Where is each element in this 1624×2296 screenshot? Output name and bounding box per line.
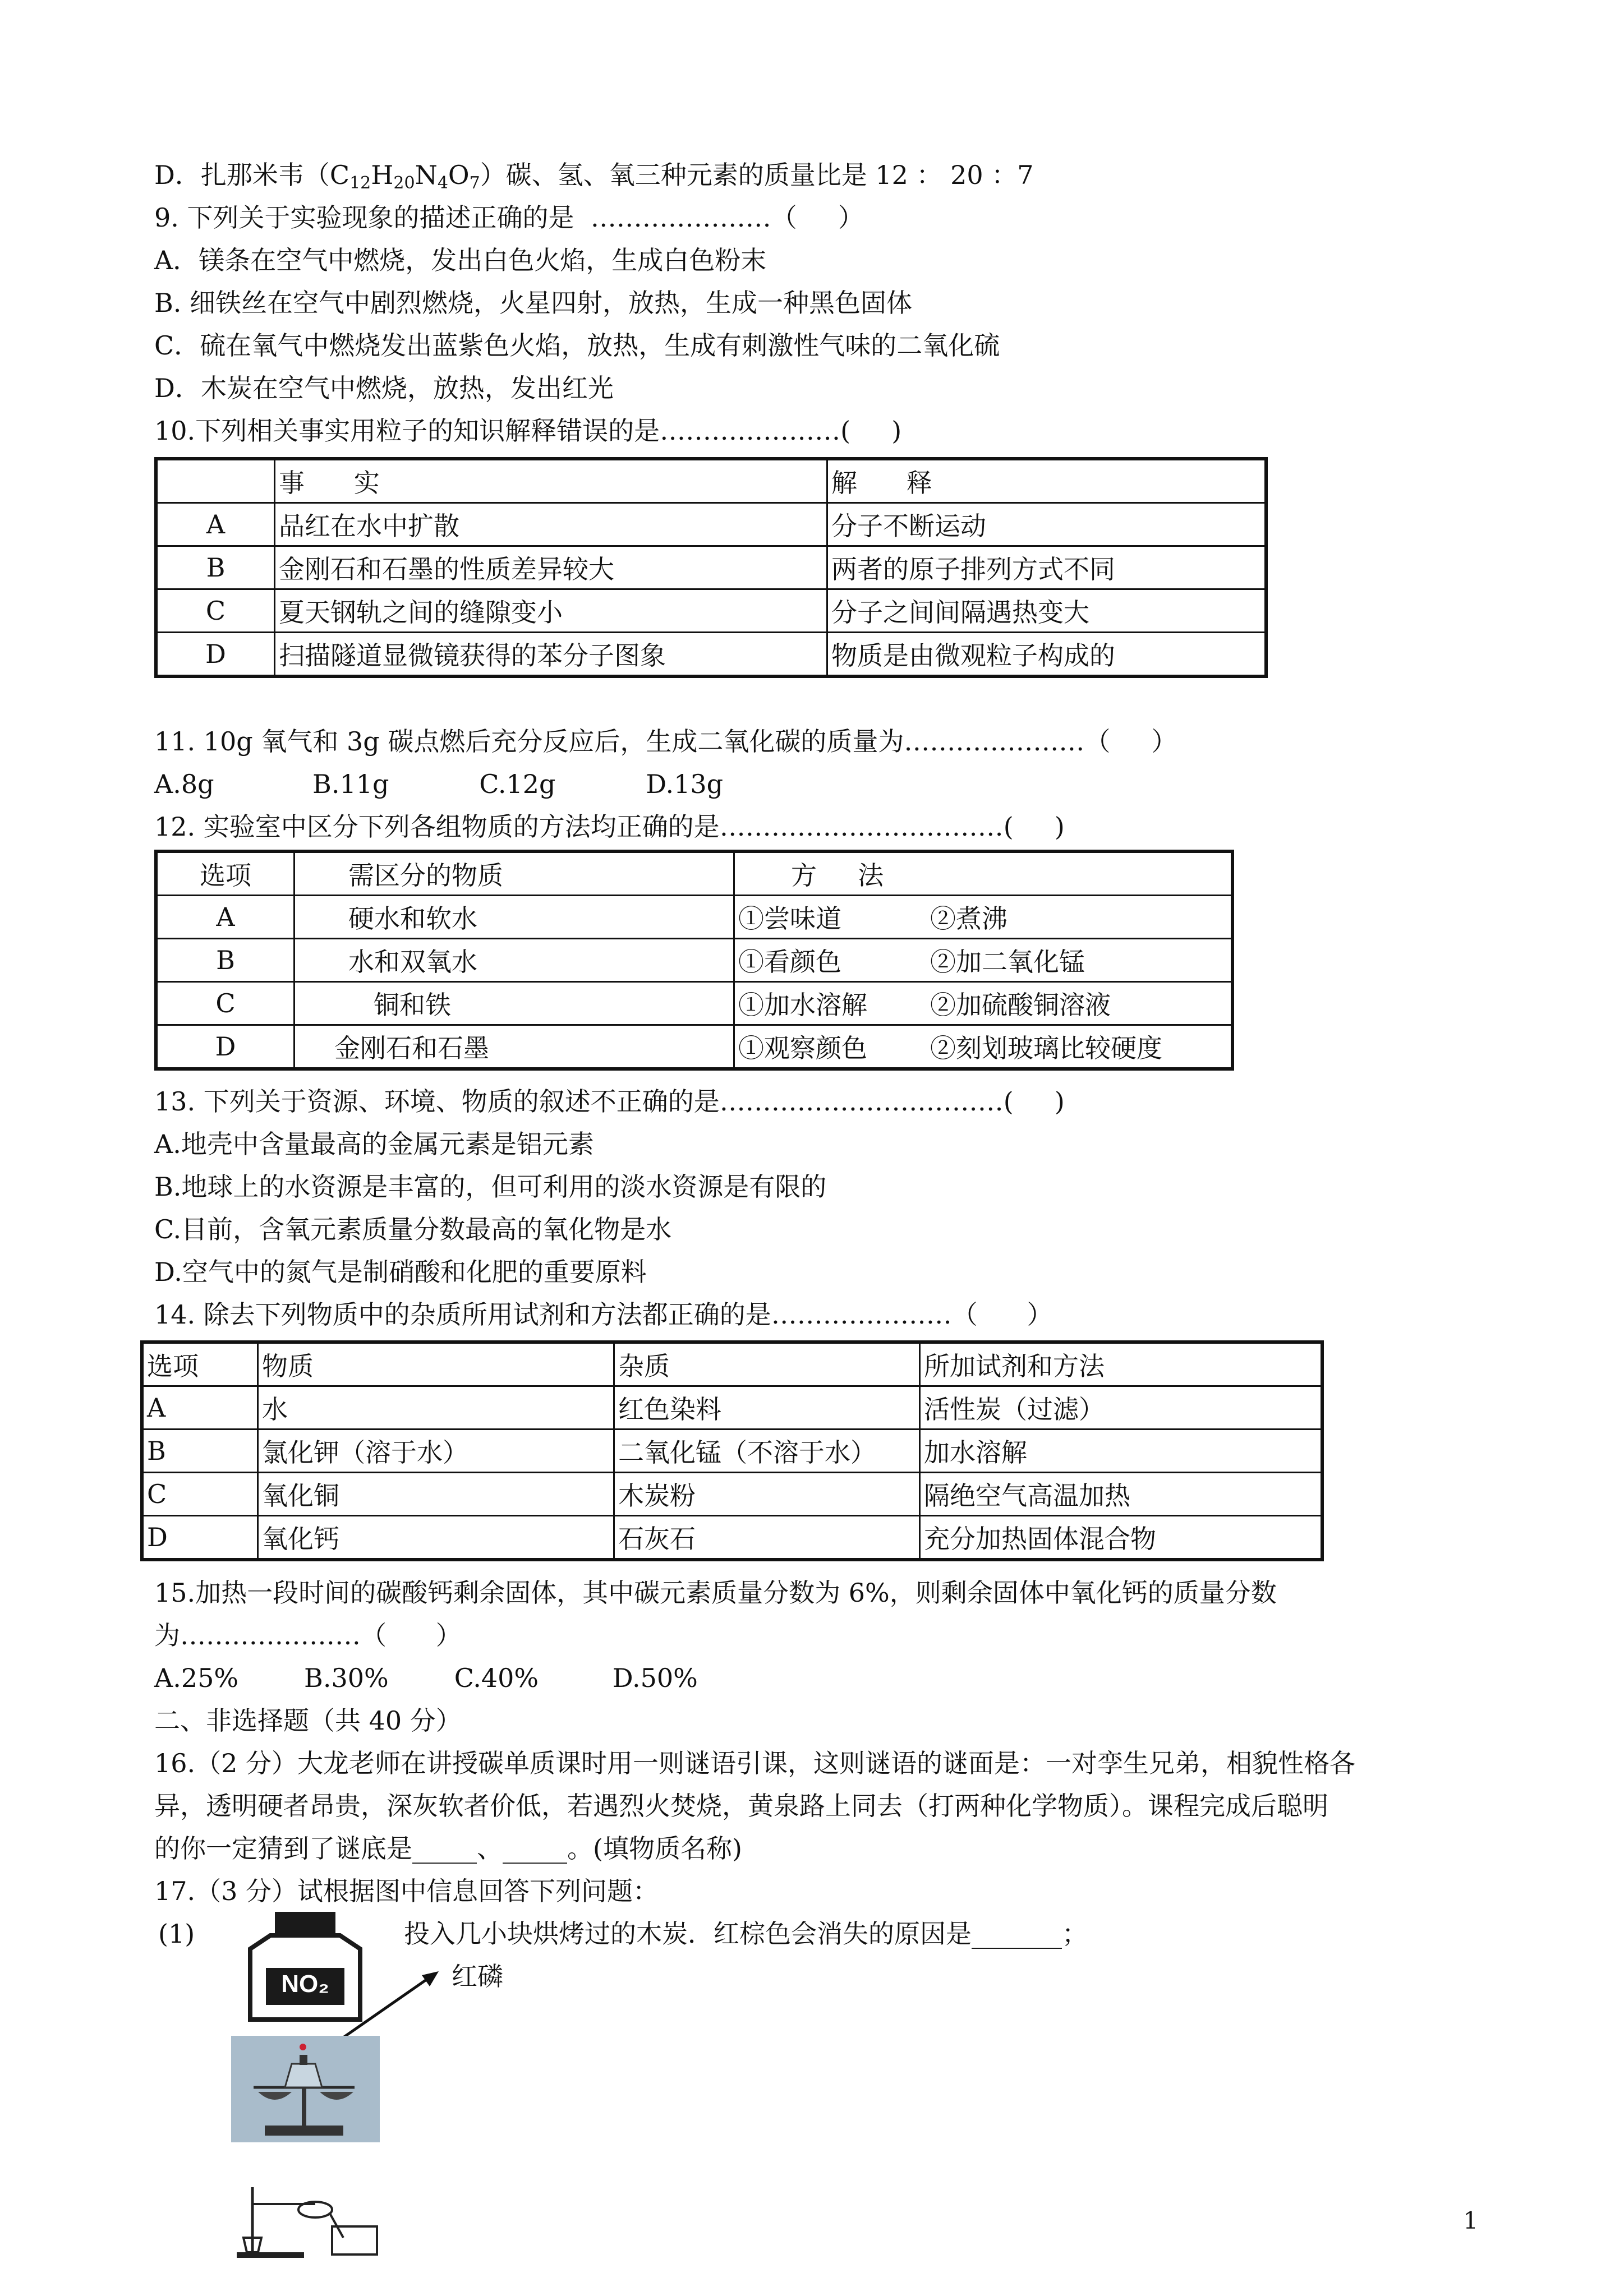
table-cell: D [142, 1516, 258, 1560]
table-cell: 加水溶解 [920, 1430, 1323, 1473]
text-frag: ）碳、氢、氧三种元素的质量比是 12 ： 20 ：7 [480, 160, 1034, 190]
table-cell: 硬水和软水 [295, 896, 734, 939]
table-cell: D [156, 1025, 295, 1069]
table-cell: ②煮沸 [927, 896, 1232, 939]
apparatus-icon [231, 2182, 383, 2260]
table-row [142, 1473, 1322, 1516]
table-cell: 选项 [142, 1342, 258, 1386]
table-header-row [142, 1342, 1322, 1386]
table-cell: C [142, 1473, 258, 1516]
subscript: 12 [349, 173, 371, 193]
table-cell: B [142, 1430, 258, 1473]
q15-options: A.25% B.30% C.40% D.50% [154, 1663, 698, 1693]
q14-table [140, 1340, 1324, 1561]
table-header-row [156, 851, 1232, 896]
q15-stem-line2: 为…………………（ ） [154, 1620, 462, 1650]
q15-stem-line1: 15.加热一段时间的碳酸钙剩余固体，其中碳元素质量分数为 6%，则剩余固体中氧化钙的质量分数 [154, 1578, 1277, 1608]
table-row [156, 1025, 1232, 1069]
table-cell: 品红在水中扩散 [275, 503, 827, 546]
table-row [156, 896, 1232, 939]
table-cell: 选项 [156, 851, 295, 896]
table-row [142, 1516, 1322, 1560]
table-cell: 红色染料 [614, 1386, 920, 1430]
balance-icon [231, 2036, 380, 2142]
table-header-row [156, 459, 1266, 503]
q16-line3: 的你一定猜到了谜底是_____、_____。(填物质名称) [154, 1833, 742, 1864]
text-frag: N [415, 160, 438, 190]
table-cell: 隔绝空气高温加热 [920, 1473, 1323, 1516]
q12-table [154, 850, 1234, 1071]
q12-stem: 12. 实验室中区分下列各组物质的方法均正确的是……………………………( ) [154, 812, 1065, 842]
text-frag: D．扎那米韦（C [154, 160, 350, 190]
q9-option-c: C．硫在氧气中燃烧发出蓝紫色火焰，放热，生成有刺激性气味的二氧化硫 [154, 330, 1000, 361]
table-cell: 氧化钙 [258, 1516, 614, 1560]
q9-option-a: A．镁条在空气中燃烧，发出白色火焰，生成白色粉末 [154, 245, 767, 275]
table-row [156, 633, 1266, 677]
text-frag: O [448, 160, 470, 190]
table-row [142, 1430, 1322, 1473]
table-cell: 水和双氧水 [295, 939, 734, 982]
q17-sub1-number: (1) [158, 1919, 195, 1949]
table-cell: 解 释 [827, 459, 1267, 503]
q13-stem: 13. 下列关于资源、环境、物质的叙述不正确的是……………………………( ) [154, 1086, 1065, 1117]
q14-stem: 14. 除去下列物质中的杂质所用试剂和方法都正确的是…………………（ ） [154, 1299, 1053, 1330]
q17-sub1-text: 投入几小块烘烤过的木炭．红棕色会消失的原因是_______； [404, 1919, 1088, 1949]
q13-option-a: A.地壳中含量最高的金属元素是铝元素 [154, 1129, 594, 1159]
table-cell: 物质是由微观粒子构成的 [827, 633, 1267, 677]
table-cell: A [156, 896, 295, 939]
table-row [156, 546, 1266, 589]
table-row [156, 982, 1232, 1025]
table-cell: 分子不断运动 [827, 503, 1267, 546]
table-cell: 氯化钾（溶于水） [258, 1430, 614, 1473]
q13-option-c: C.目前，含氧元素质量分数最高的氧化物是水 [154, 1214, 672, 1244]
table-cell: 二氧化锰（不溶于水） [614, 1430, 920, 1473]
table-cell: ②加硫酸铜溶液 [927, 982, 1232, 1025]
q13-option-d: D.空气中的氮气是制硝酸和化肥的重要原料 [154, 1257, 647, 1287]
table-cell: ②加二氧化锰 [927, 939, 1232, 982]
table-cell: ①看颜色 [734, 939, 927, 982]
table-cell: 活性炭（过滤） [920, 1386, 1323, 1430]
table-cell: B [156, 546, 275, 589]
table-cell: A [156, 503, 275, 546]
table-cell: 两者的原子排列方式不同 [827, 546, 1267, 589]
q16-line1: 16.（2 分）大龙老师在讲授碳单质课时用一则谜语引课，这则谜语的谜面是：一对孪生兄弟，相貌性格各 [154, 1748, 1356, 1778]
table-cell: 充分加热固体混合物 [920, 1516, 1323, 1560]
q13-option-b: B.地球上的水资源是丰富的，但可利用的淡水资源是有限的 [154, 1172, 827, 1202]
q11-stem: 11. 10g 氧气和 3g 碳点燃后充分反应后，生成二氧化碳的质量为…………………（ ） [154, 726, 1177, 757]
q9-stem: 9. 下列关于实验现象的描述正确的是 …………………（ ） [154, 202, 864, 233]
balance-experiment-figure [231, 2036, 380, 2142]
section-title: 二、非选择题（共 40 分） [154, 1705, 462, 1736]
table-cell: 扫描隧道显微镜获得的苯分子图象 [275, 633, 827, 677]
q9-option-d: D．木炭在空气中燃烧，放热，发出红光 [154, 373, 614, 403]
table-cell: 水 [258, 1386, 614, 1430]
table-cell: 杂质 [614, 1342, 920, 1386]
table-cell: 分子之间间隔遇热变大 [827, 589, 1267, 633]
table-cell: C [156, 589, 275, 633]
table-cell: 方 法 [734, 851, 1233, 896]
table-cell: ②刻划玻璃比较硬度 [927, 1025, 1232, 1069]
q17-stem: 17.（3 分）试根据图中信息回答下列问题： [154, 1876, 659, 1906]
table-cell: A [142, 1386, 258, 1430]
table-cell: 石灰石 [614, 1516, 920, 1560]
table-cell: ①加水溶解 [734, 982, 927, 1025]
table-cell: 夏天钢轨之间的缝隙变小 [275, 589, 827, 633]
table-row [142, 1386, 1322, 1430]
red-phosphorus-label: 红磷 [452, 1961, 503, 1991]
table-cell: 需区分的物质 [295, 851, 734, 896]
subscript: 4 [437, 173, 448, 193]
table-cell: 金刚石和石墨的性质差异较大 [275, 546, 827, 589]
page-number: 1 [1463, 2207, 1478, 2234]
q9-option-b: B. 细铁丝在空气中剧烈燃烧，火星四射，放热，生成一种黑色固体 [154, 288, 913, 318]
table-cell: 金刚石和石墨 [295, 1025, 734, 1069]
table-cell: ①观察颜色 [734, 1025, 927, 1069]
table-cell: 铜和铁 [295, 982, 734, 1025]
q8-option-d [154, 157, 1034, 201]
bottle-label: NO₂ [281, 1970, 329, 1998]
table-row [156, 939, 1232, 982]
table-cell: 氧化铜 [258, 1473, 614, 1516]
table-row [156, 589, 1266, 633]
q10-stem: 10.下列相关事实用粒子的知识解释错误的是…………………( ) [154, 416, 902, 446]
lab-apparatus-figure [231, 2182, 383, 2260]
table-cell [156, 459, 275, 503]
subscript: 20 [393, 173, 415, 193]
table-cell: 物质 [258, 1342, 614, 1386]
q11-options: A.8g B.11g C.12g D.13g [154, 769, 724, 799]
table-cell: B [156, 939, 295, 982]
table-cell: C [156, 982, 295, 1025]
subscript: 7 [469, 173, 480, 193]
q10-table [154, 457, 1268, 678]
table-cell: 所加试剂和方法 [920, 1342, 1323, 1386]
q16-line2: 异，透明硬者昂贵，深灰软者价低，若遇烈火焚烧，黄泉路上同去（打两种化学物质）。课程完成后聪明 [154, 1791, 1328, 1821]
table-cell: D [156, 633, 275, 677]
table-cell: 事 实 [275, 459, 827, 503]
table-cell: 木炭粉 [614, 1473, 920, 1516]
table-cell: ①尝味道 [734, 896, 927, 939]
text-frag: H [371, 160, 394, 190]
table-row [156, 503, 1266, 546]
